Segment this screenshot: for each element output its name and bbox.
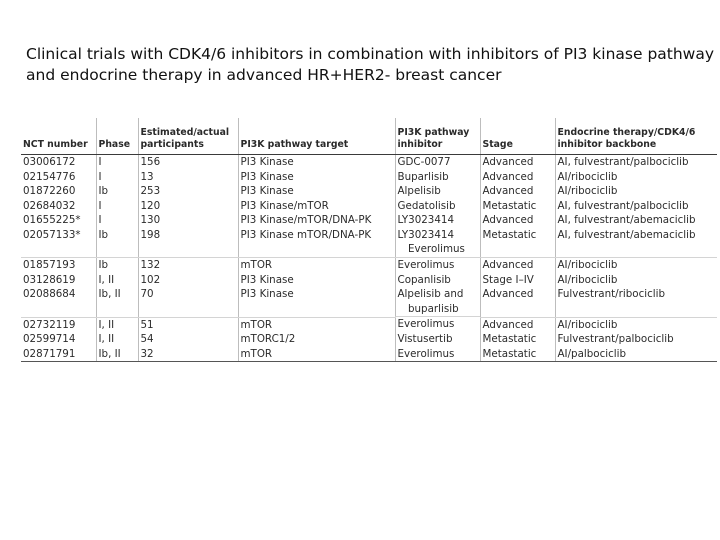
table-cell: 03006172 [23,156,76,168]
table-header-row [21,118,717,155]
table-cell: mTORC1/2 [238,332,395,347]
column-header-text: inhibitor [397,139,443,150]
table-cell: Copanlisib [395,273,480,288]
column-header [555,118,717,155]
table-body [21,155,717,362]
table-cell [138,242,238,258]
table-cell: 01857193 [23,259,76,271]
table-row [21,184,717,199]
table-cell: PI3 Kinase [238,287,395,302]
table-cell: PI3 Kinase [238,155,395,170]
table-cell: Advanced [480,287,555,302]
table-cell [138,302,238,318]
table-cell: GDC-0077 [395,155,480,170]
column-header-text: Phase [98,139,131,150]
table-row [21,273,717,288]
table-cell: Ib, II [96,287,138,302]
table-row [21,155,717,170]
table-cell: I, II [96,332,138,347]
trials-table-container [21,118,717,362]
column-header-text: Endocrine therapy/CDK4/6 [557,127,696,138]
table-cell: Advanced [480,213,555,228]
table-cell: AI, fulvestrant/palbociclib [555,155,717,170]
column-header [238,118,395,155]
table-cell: Vistusertib [395,332,480,347]
table-cell: Stage I–IV [480,273,555,288]
table-cell: AI, fulvestrant/abemaciclib [555,228,717,243]
table-cell: I [96,170,138,185]
table-cell: PI3 Kinase [238,273,395,288]
table-cell: 156 [138,155,238,170]
table-cell: 51 [138,317,238,332]
table-row [21,228,717,243]
column-header-text: PI3K pathway [397,127,470,138]
column-header-text: inhibitor backbone [557,139,657,150]
table-cell: AI/ribociclib [555,273,717,288]
table-row [21,302,717,318]
table-cell [21,242,96,258]
slide-title-line-2: and endocrine therapy in advanced HR+HER2- breast cancer [26,66,502,84]
table-cell [480,302,555,318]
table-cell: AI/ribociclib [555,317,717,332]
table-cell: 02154776 [23,170,76,183]
table-cell: 13 [138,170,238,185]
table-cell: PI3 Kinase/mTOR/DNA-PK [238,213,395,228]
table-cell: Everolimus [395,317,480,332]
table-cell: 70 [138,287,238,302]
table-cell: I [96,213,138,228]
table-cell: AI/ribociclib [555,170,717,185]
table-cell [21,302,96,318]
table-cell: Metastatic [480,332,555,347]
table-cell: 03128619 [23,273,76,286]
table-cell: 01655225* [23,214,81,226]
table-cell: mTOR [238,347,395,362]
table-cell: PI3 Kinase [238,170,395,185]
table-cell: 02599714 [23,333,76,345]
table-cell: PI3 Kinase [238,184,395,199]
table-cell: Metastatic [480,199,555,214]
table-cell: Ib [96,258,138,273]
table-cell: Fulvestrant/palbociclib [555,332,717,347]
table-cell: Everolimus [395,347,480,362]
table-cell: 02088684 [23,288,76,300]
table-cell [555,302,717,318]
table-cell: Everolimus [395,258,480,273]
column-header-text: Estimated/actual [140,127,230,138]
table-cell [555,242,717,258]
table-cell: Ib [96,228,138,243]
table-cell: LY3023414 [395,228,480,243]
column-header [21,118,96,155]
table-cell: 32 [138,347,238,362]
table-cell: 198 [138,228,238,243]
column-header [138,118,238,155]
table-cell: 102 [138,273,238,288]
table-cell: I, II [96,317,138,332]
column-header [96,118,138,155]
table-row [21,317,717,332]
table-cell: AI, fulvestrant/palbociclib [555,199,717,214]
table-cell: AI/ribociclib [555,258,717,273]
table-row [21,242,717,258]
table-row [21,258,717,273]
table-cell: Ib, II [96,347,138,362]
table-row [21,170,717,185]
table-cell: LY3023414 [395,213,480,228]
table-cell: Alpelisib and [395,287,480,302]
table-cell: Advanced [480,170,555,185]
table-cell: 02732119 [23,318,76,331]
table-cell: 02871791 [21,347,96,362]
table-cell: Advanced [480,258,555,273]
table-cell: Buparlisib [395,170,480,185]
column-header-text: PI3K pathway target [240,139,349,150]
table-cell: mTOR [238,258,395,273]
column-header-text: participants [140,139,204,150]
column-header [480,118,555,155]
table-cell: 02684032 [23,199,76,212]
table-cell: Ib [96,184,138,199]
table-cell: 02057133* [23,228,81,241]
table-cell: 54 [138,332,238,347]
column-header-text: Stage [482,139,513,150]
trials-table [21,118,717,362]
table-cell: Advanced [480,155,555,170]
table-cell: PI3 Kinase mTOR/DNA-PK [238,228,395,243]
table-cell: buparlisib [395,302,480,318]
table-cell [96,242,138,258]
table-cell: Fulvestrant/ribociclib [555,287,717,302]
table-cell: 130 [138,213,238,228]
table-row [21,347,717,362]
table-cell: AI/ribociclib [555,184,717,199]
table-cell [238,302,395,318]
table-cell: Alpelisib [395,184,480,199]
table-row [21,332,717,347]
table-cell: AI/palbociclib [555,347,717,362]
table-cell: PI3 Kinase/mTOR [238,199,395,214]
slide-title [26,44,715,86]
table-cell: Metastatic [480,347,555,362]
table-cell: I, II [96,273,138,288]
table-cell: 132 [138,258,238,273]
table-cell: Everolimus [395,242,480,258]
table-cell: 120 [138,199,238,214]
table-cell: 01872260 [23,185,76,197]
table-cell: Advanced [480,317,555,332]
table-cell [238,242,395,258]
slide-title-line-1: Clinical trials with CDK4/6 inhibitors in combination with inhibitors of PI3 kinase pathway [26,45,715,63]
column-header-text: NCT number [23,139,88,150]
table-cell: I [96,199,138,214]
table-cell [96,302,138,318]
table-row [21,213,717,228]
table-cell: Metastatic [480,228,555,243]
table-row [21,199,717,214]
table-row [21,287,717,302]
table-cell: I [96,155,138,170]
table-cell: Gedatolisib [395,199,480,214]
table-cell: 253 [138,184,238,199]
table-cell [480,242,555,258]
table-cell: Advanced [480,184,555,199]
table-cell: AI, fulvestrant/abemaciclib [555,213,717,228]
table-cell: mTOR [238,317,395,332]
column-header [395,118,480,155]
